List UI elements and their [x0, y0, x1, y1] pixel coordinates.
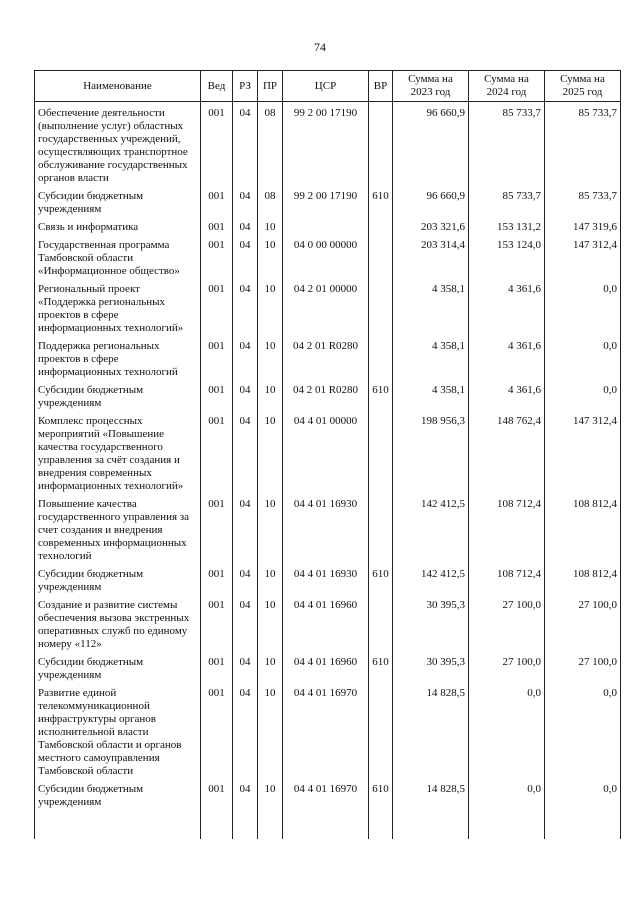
- cell-vr: [369, 102, 393, 190]
- cell-name: Обеспечение деятельности (выполнение услуг) областных государственных учреждений, осуществляющих транспортное обслуживание государственных органов власти: [35, 102, 201, 190]
- cell-ved: 001: [201, 339, 233, 383]
- cell-vr: [369, 686, 393, 782]
- cell-sum-2023: 198 956,3: [393, 414, 469, 497]
- cell-ved: 001: [201, 782, 233, 839]
- cell-sum-2025: 85 733,7: [545, 102, 621, 190]
- cell-sum-2025: 0,0: [545, 339, 621, 383]
- cell-pr: 08: [258, 102, 283, 190]
- cell-pr: 10: [258, 414, 283, 497]
- cell-sum-2025: 0,0: [545, 686, 621, 782]
- budget-table: [34, 70, 621, 839]
- cell-sum-2024: 4 361,6: [469, 339, 545, 383]
- cell-rz: 04: [233, 383, 258, 414]
- cell-pr: 10: [258, 383, 283, 414]
- cell-sum-2023: 96 660,9: [393, 189, 469, 220]
- cell-csr: 99 2 00 17190: [283, 189, 369, 220]
- cell-name: Субсидии бюджетным учреждениям: [35, 567, 201, 598]
- cell-ved: 001: [201, 102, 233, 190]
- cell-sum-2025: 85 733,7: [545, 189, 621, 220]
- cell-sum-2023: 14 828,5: [393, 782, 469, 839]
- cell-ved: 001: [201, 598, 233, 655]
- cell-rz: 04: [233, 655, 258, 686]
- cell-pr: 10: [258, 238, 283, 282]
- header-pr: ПР: [258, 71, 283, 102]
- header-sum-2024: Сумма на 2024 год: [469, 71, 545, 102]
- table-row: [35, 655, 621, 686]
- cell-sum-2025: 27 100,0: [545, 598, 621, 655]
- header-vr: ВР: [369, 71, 393, 102]
- cell-vr: [369, 282, 393, 339]
- cell-pr: 10: [258, 782, 283, 839]
- cell-rz: 04: [233, 282, 258, 339]
- cell-name: Комплекс процессных мероприятий «Повышение качества государственного управления за счёт создания и внедрения современных информационных технологий»: [35, 414, 201, 497]
- cell-sum-2023: 4 358,1: [393, 383, 469, 414]
- cell-sum-2025: 147 312,4: [545, 238, 621, 282]
- cell-rz: 04: [233, 339, 258, 383]
- cell-sum-2025: 147 319,6: [545, 220, 621, 238]
- cell-sum-2023: 203 314,4: [393, 238, 469, 282]
- cell-ved: 001: [201, 414, 233, 497]
- cell-sum-2024: 148 762,4: [469, 414, 545, 497]
- cell-pr: 10: [258, 339, 283, 383]
- cell-sum-2025: 27 100,0: [545, 655, 621, 686]
- table-row: [35, 686, 621, 782]
- cell-csr: [283, 220, 369, 238]
- cell-csr: 04 4 01 16970: [283, 686, 369, 782]
- cell-sum-2024: 153 131,2: [469, 220, 545, 238]
- cell-rz: 04: [233, 598, 258, 655]
- cell-sum-2025: 0,0: [545, 782, 621, 839]
- table-row: [35, 782, 621, 839]
- cell-name: Развитие единой телекоммуникационной инфраструктуры органов исполнительной власти Тамбовской области и органов местного самоуправления Тамбовской области: [35, 686, 201, 782]
- cell-sum-2024: 108 712,4: [469, 567, 545, 598]
- cell-rz: 04: [233, 238, 258, 282]
- cell-sum-2023: 96 660,9: [393, 102, 469, 190]
- table-row: [35, 238, 621, 282]
- cell-rz: 04: [233, 414, 258, 497]
- table-row: [35, 339, 621, 383]
- cell-sum-2024: 4 361,6: [469, 282, 545, 339]
- table-header-row: [35, 71, 621, 102]
- cell-sum-2024: 4 361,6: [469, 383, 545, 414]
- cell-sum-2025: 147 312,4: [545, 414, 621, 497]
- cell-sum-2024: 153 124,0: [469, 238, 545, 282]
- table-row: [35, 567, 621, 598]
- cell-rz: 04: [233, 189, 258, 220]
- cell-rz: 04: [233, 782, 258, 839]
- cell-sum-2024: 85 733,7: [469, 102, 545, 190]
- cell-pr: 10: [258, 655, 283, 686]
- cell-pr: 08: [258, 189, 283, 220]
- cell-vr: [369, 220, 393, 238]
- cell-csr: 04 4 01 16930: [283, 567, 369, 598]
- cell-ved: 001: [201, 497, 233, 567]
- cell-csr: 04 4 01 16960: [283, 655, 369, 686]
- table-row: [35, 102, 621, 190]
- cell-vr: 610: [369, 567, 393, 598]
- cell-sum-2025: 0,0: [545, 383, 621, 414]
- cell-vr: 610: [369, 189, 393, 220]
- cell-sum-2023: 14 828,5: [393, 686, 469, 782]
- cell-sum-2025: 0,0: [545, 282, 621, 339]
- cell-vr: [369, 598, 393, 655]
- cell-vr: [369, 339, 393, 383]
- cell-name: Связь и информатика: [35, 220, 201, 238]
- cell-ved: 001: [201, 383, 233, 414]
- cell-csr: 04 0 00 00000: [283, 238, 369, 282]
- header-csr: ЦСР: [283, 71, 369, 102]
- cell-ved: 001: [201, 655, 233, 686]
- cell-csr: 04 4 01 00000: [283, 414, 369, 497]
- cell-sum-2023: 203 321,6: [393, 220, 469, 238]
- cell-name: Региональный проект «Поддержка региональных проектов в сфере информационных технологий»: [35, 282, 201, 339]
- cell-sum-2024: 108 712,4: [469, 497, 545, 567]
- cell-rz: 04: [233, 102, 258, 190]
- cell-csr: 04 2 01 R0280: [283, 339, 369, 383]
- cell-pr: 10: [258, 497, 283, 567]
- table-body: [35, 102, 621, 840]
- cell-ved: 001: [201, 189, 233, 220]
- cell-name: Повышение качества государственного управления за счет создания и внедрения современных информационных технологий: [35, 497, 201, 567]
- table-row: [35, 220, 621, 238]
- cell-sum-2024: 85 733,7: [469, 189, 545, 220]
- cell-vr: 610: [369, 655, 393, 686]
- cell-pr: 10: [258, 598, 283, 655]
- cell-sum-2023: 30 395,3: [393, 598, 469, 655]
- cell-name: Создание и развитие системы обеспечения вызова экстренных оперативных служб по единому номеру «112»: [35, 598, 201, 655]
- cell-rz: 04: [233, 497, 258, 567]
- cell-sum-2024: 27 100,0: [469, 655, 545, 686]
- cell-sum-2024: 0,0: [469, 686, 545, 782]
- cell-rz: 04: [233, 567, 258, 598]
- cell-pr: 10: [258, 567, 283, 598]
- cell-sum-2024: 0,0: [469, 782, 545, 839]
- header-sum-2023: Сумма на 2023 год: [393, 71, 469, 102]
- table-row: [35, 383, 621, 414]
- header-rz: РЗ: [233, 71, 258, 102]
- cell-ved: 001: [201, 686, 233, 782]
- cell-sum-2023: 4 358,1: [393, 282, 469, 339]
- cell-vr: [369, 414, 393, 497]
- cell-ved: 001: [201, 567, 233, 598]
- cell-sum-2023: 142 412,5: [393, 567, 469, 598]
- cell-vr: [369, 497, 393, 567]
- page-number: 74: [314, 40, 326, 54]
- table-row: [35, 598, 621, 655]
- cell-csr: 04 4 01 16960: [283, 598, 369, 655]
- cell-csr: 04 4 01 16930: [283, 497, 369, 567]
- cell-name: Субсидии бюджетным учреждениям: [35, 782, 201, 839]
- table-row: [35, 282, 621, 339]
- cell-csr: 04 2 01 00000: [283, 282, 369, 339]
- cell-ved: 001: [201, 282, 233, 339]
- cell-rz: 04: [233, 686, 258, 782]
- cell-vr: 610: [369, 383, 393, 414]
- cell-pr: 10: [258, 282, 283, 339]
- cell-pr: 10: [258, 686, 283, 782]
- cell-csr: 99 2 00 17190: [283, 102, 369, 190]
- header-name: Наименование: [35, 71, 201, 102]
- cell-name: Субсидии бюджетным учреждениям: [35, 189, 201, 220]
- table-row: [35, 497, 621, 567]
- cell-sum-2025: 108 812,4: [545, 567, 621, 598]
- header-ved: Вед: [201, 71, 233, 102]
- cell-name: Субсидии бюджетным учреждениям: [35, 383, 201, 414]
- cell-pr: 10: [258, 220, 283, 238]
- cell-sum-2023: 4 358,1: [393, 339, 469, 383]
- cell-name: Субсидии бюджетным учреждениям: [35, 655, 201, 686]
- cell-vr: [369, 238, 393, 282]
- cell-name: Государственная программа Тамбовской области «Информационное общество»: [35, 238, 201, 282]
- cell-ved: 001: [201, 220, 233, 238]
- cell-ved: 001: [201, 238, 233, 282]
- cell-name: Поддержка региональных проектов в сфере информационных технологий: [35, 339, 201, 383]
- cell-csr: 04 2 01 R0280: [283, 383, 369, 414]
- cell-sum-2023: 30 395,3: [393, 655, 469, 686]
- cell-csr: 04 4 01 16970: [283, 782, 369, 839]
- table-row: [35, 414, 621, 497]
- header-sum-2025: Сумма на 2025 год: [545, 71, 621, 102]
- table-row: [35, 189, 621, 220]
- cell-sum-2025: 108 812,4: [545, 497, 621, 567]
- cell-rz: 04: [233, 220, 258, 238]
- cell-vr: 610: [369, 782, 393, 839]
- cell-sum-2023: 142 412,5: [393, 497, 469, 567]
- cell-sum-2024: 27 100,0: [469, 598, 545, 655]
